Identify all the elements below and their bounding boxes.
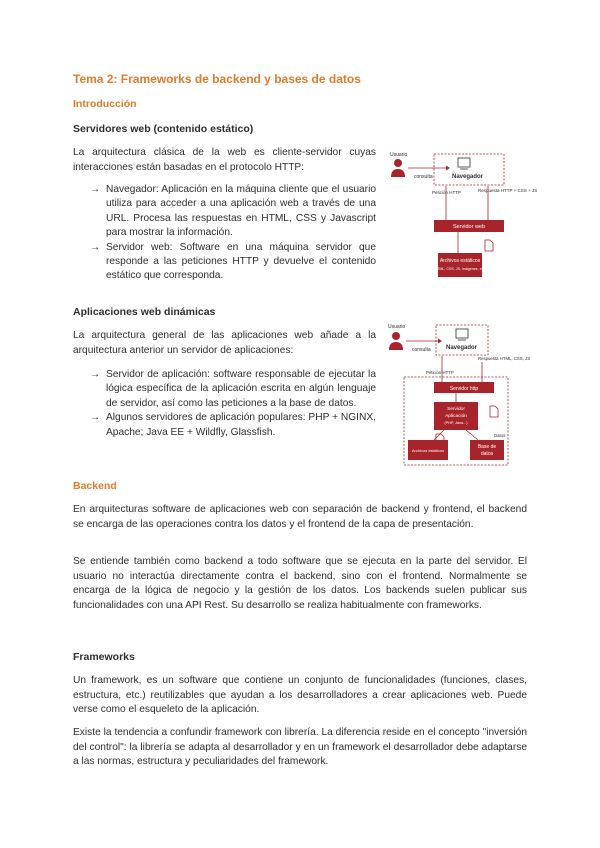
diagram2-bd-1: Base de bbox=[477, 444, 497, 450]
diagram2-datos-label: Datos bbox=[494, 433, 506, 438]
diagram1-peticion-label: Petición HTTP bbox=[432, 190, 462, 195]
diagram2-consulta-label: consulta bbox=[412, 347, 431, 353]
list-item: → Navegador: Aplicación en la máquina cliente que el usuario utiliza para acceder a una aplicación web a través de una URL. Procesa las respuestas en HTML, CSS y Javascript para mostrar la información. bbox=[90, 184, 376, 239]
arrow-icon: → bbox=[90, 184, 101, 195]
dinamicas-bullet-list bbox=[73, 368, 376, 440]
diagram-dynamic-app bbox=[386, 322, 531, 466]
diagram2-archivos-label: Archivos estáticos bbox=[411, 448, 445, 453]
section-heading-backend: Backend bbox=[73, 480, 117, 492]
diagram2-servidor-http-label: Servidor http bbox=[449, 386, 479, 392]
list-item: → Servidor web: Software en una máquina servidor que responde a las peticiones HTTP y devuelve el contenido estático que corresponda. bbox=[90, 241, 376, 282]
section-heading-introduccion: Introducción bbox=[73, 98, 137, 110]
servidores-bullet-list bbox=[73, 183, 376, 284]
diagram1-respuesta-label: Respuesta HTTP + CSS + JS bbox=[478, 188, 538, 193]
servidores-paragraph: La arquitectura clásica de la web es cliente-servidor cuyas interacciones están basadas en el protocolo HTTP: bbox=[73, 147, 376, 173]
monitor-icon bbox=[456, 329, 468, 338]
user-icon bbox=[394, 159, 402, 167]
arrow-icon: → bbox=[90, 241, 101, 253]
diagram1-consulta-label: consulta bbox=[414, 174, 433, 180]
diagram2-navegador-label: Navegador bbox=[446, 345, 478, 351]
diagram1-servidor-label: Servidor web bbox=[452, 224, 486, 230]
diagram1-archivos-sub: (HTML, CSS, JS, imágenes, etc.) bbox=[433, 267, 487, 271]
subsection-heading-dinamicas: Aplicaciones web dinámicas bbox=[73, 306, 216, 318]
base-datos-box bbox=[470, 440, 504, 460]
frameworks-paragraph-1: Un framework, es un software que contiene un conjunto de funcionalidades (funciones, clases, estructura, etc.) reutilizables que ayudan a los desarrolladores a crear aplicaciones web. Puede verse como el esqueleto de la aplicación. bbox=[73, 675, 527, 716]
diagram2-servidor-app-1: Servidor bbox=[447, 407, 465, 412]
arrow-icon: → bbox=[90, 412, 101, 424]
page-title: Tema 2: Frameworks de backend y bases de datos bbox=[73, 72, 361, 86]
user-icon bbox=[392, 332, 400, 340]
arrow-icon: → bbox=[90, 369, 101, 380]
diagram1-navegador-label: Navegador bbox=[452, 174, 484, 180]
diagram2-respuesta-label: Respuesta HTML, CSS, JS bbox=[478, 356, 531, 361]
dinamicas-paragraph: La arquitectura general de las aplicaciones web añade a la arquitectura anterior un servidor de aplicaciones: bbox=[73, 330, 376, 356]
frameworks-paragraph-2: Existe la tendencia a confundir framework con librería. La diferencia reside en el concepto "inversión del control": la librería se adapta al desarrollador y en un framework el desarrollador debe adaptarse a las normas, estructura y peculiaridades del framework. bbox=[73, 727, 527, 768]
diagram-static-server bbox=[388, 150, 538, 286]
diagram1-archivos-label: Archivos estáticos bbox=[439, 258, 481, 264]
backend-paragraph-1: En arquitecturas software de aplicaciones web con separación de backend y frontend, el backend se encarga de las operaciones contra los datos y el frontend de la capa de presentación. bbox=[73, 504, 527, 530]
monitor-icon bbox=[458, 158, 470, 167]
archivos-box bbox=[438, 253, 482, 277]
backend-paragraph-2: Se entiende también como backend a todo software que se ejecuta en la parte del servidor. El usuario no interactúa directamente contra el backend, sino con el frontend. Normalmente se encarga de la lógica de negocio y la gestión de los datos. Los backends suelen publicar sus funcionalidades con una API Rest. Su desarrollo se realiza habitualmente con frameworks. bbox=[73, 556, 527, 611]
diagram1-usuario-label: Usuario bbox=[390, 152, 408, 158]
diagram2-servidor-app-2: Aplicación bbox=[445, 414, 467, 419]
diagram2-peticion-label: Petición HTTP bbox=[426, 370, 454, 375]
section-heading-frameworks: Frameworks bbox=[73, 651, 135, 663]
list-item: → Servidor de aplicación: software responsable de ejecutar la lógica específica de la aplicación escrita en algún lenguaje de servidor, así como las peticiones a la base de datos. bbox=[90, 369, 376, 409]
file-icon bbox=[485, 240, 493, 251]
file-icon bbox=[490, 406, 498, 417]
diagram2-servidor-app-3: (PHP, Java...) bbox=[444, 421, 468, 425]
subsection-heading-servidores: Servidores web (contenido estático) bbox=[73, 123, 254, 135]
list-item: → Algunos servidores de aplicación populares: PHP + NGINX, Apache; Java EE + Wildfly, Glassfish. bbox=[90, 412, 376, 438]
diagram2-usuario-label: Usuario bbox=[388, 324, 406, 330]
diagram2-bd-2: datos bbox=[480, 451, 494, 457]
